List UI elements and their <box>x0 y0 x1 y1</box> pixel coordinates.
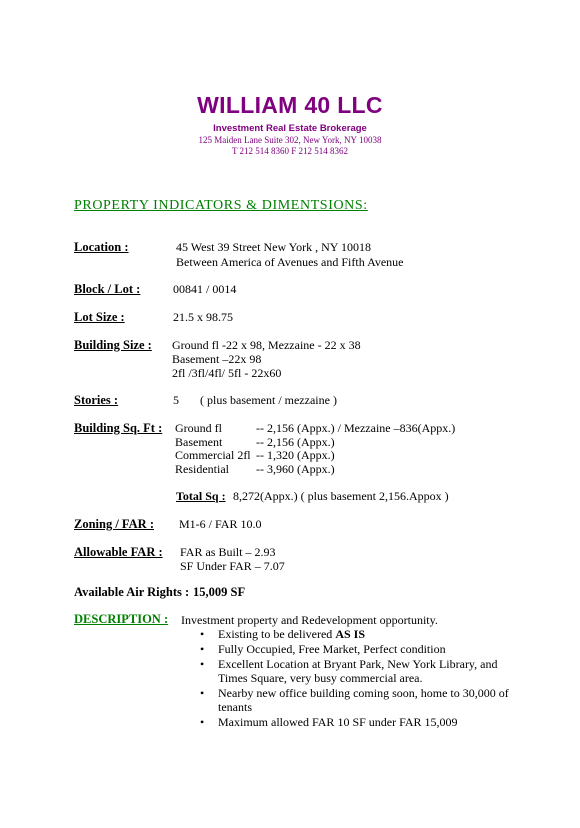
sqft-row-name: Basement <box>175 435 223 449</box>
building-size-line1: Ground fl -22 x 98, Mezzaine - 22 x 38 <box>172 338 361 352</box>
building-size-line3: 2fl /3fl/4fl/ 5fl - 22x60 <box>172 366 282 380</box>
lot-size-value: 21.5 x 98.75 <box>173 310 233 324</box>
description-label: DESCRIPTION : <box>74 612 169 626</box>
zoning-value: M1-6 / FAR 10.0 <box>179 517 262 531</box>
company-tagline: Investment Real Estate Brokerage <box>213 123 367 134</box>
building-size-line2: Basement –22x 98 <box>172 352 262 366</box>
sqft-row-name: Ground fl <box>175 421 222 435</box>
building-size-label: Building Size : <box>74 338 152 352</box>
company-phone: T 212 514 8360 F 212 514 8362 <box>231 146 349 156</box>
sqft-row-value: -- 2,156 (Appx.) <box>256 435 335 449</box>
total-sq-value: 8,272(Appx.) ( plus basement 2,156.Appox ) <box>233 489 449 503</box>
sqft-row-value: -- 3,960 (Appx.) <box>256 462 335 476</box>
stories-label: Stories : <box>74 393 119 407</box>
sqft-row-value: -- 2,156 (Appx.) / Mezzaine –836(Appx.) <box>256 421 456 435</box>
stories-value: 5 <box>173 393 179 407</box>
allowable-far-line1: FAR as Built – 2.93 <box>180 545 276 559</box>
description-list <box>200 627 520 730</box>
company-name: WILLIAM 40 LLC <box>197 92 383 118</box>
building-sqft-label: Building Sq. Ft : <box>74 421 163 435</box>
total-sq-label: Total Sq : <box>176 489 226 503</box>
sqft-row-name: Commercial 2fl <box>175 448 251 462</box>
air-rights-value: 15,009 SF <box>193 585 246 599</box>
list-item: • Fully Occupied, Free Market, Perfect condition <box>200 642 520 656</box>
list-item: • Excellent Location at Bryant Park, New York Library, and Times Square, very busy commercial area. <box>200 657 520 685</box>
zoning-label: Zoning / FAR : <box>74 517 154 531</box>
sqft-row-value: -- 1,320 (Appx.) <box>256 448 335 462</box>
list-item: • Maximum allowed FAR 10 SF under FAR 15,009 <box>200 715 520 729</box>
allowable-far-line2: SF Under FAR – 7.07 <box>180 559 285 573</box>
air-rights-label: Available Air Rights : <box>74 585 190 599</box>
description-intro: Investment property and Redevelopment opportunity. <box>181 613 438 627</box>
location-line1: 45 West 39 Street New York , NY 10018 <box>176 240 372 254</box>
stories-note: ( plus basement / mezzaine ) <box>200 393 337 407</box>
list-item <box>200 627 520 641</box>
bullet-text: Existing to be delivered <box>218 627 336 641</box>
allowable-far-label: Allowable FAR : <box>74 545 163 559</box>
location-line2: Between America of Avenues and Fifth Avenue <box>176 255 404 269</box>
lot-size-label: Lot Size : <box>74 310 125 324</box>
sqft-row-name: Residential <box>175 462 229 476</box>
company-address: 125 Maiden Lane Suite 302, New York, NY 10038 <box>198 135 382 145</box>
block-lot-label: Block / Lot : <box>74 282 141 296</box>
list-item: • Nearby new office building coming soon, home to 30,000 of tenants <box>200 686 520 714</box>
bullet-bold: AS IS <box>335 627 365 641</box>
location-label: Location : <box>74 240 129 254</box>
block-lot-value: 00841 / 0014 <box>173 282 237 296</box>
section-title: PROPERTY INDICATORS & DIMENTSIONS: <box>74 198 368 213</box>
